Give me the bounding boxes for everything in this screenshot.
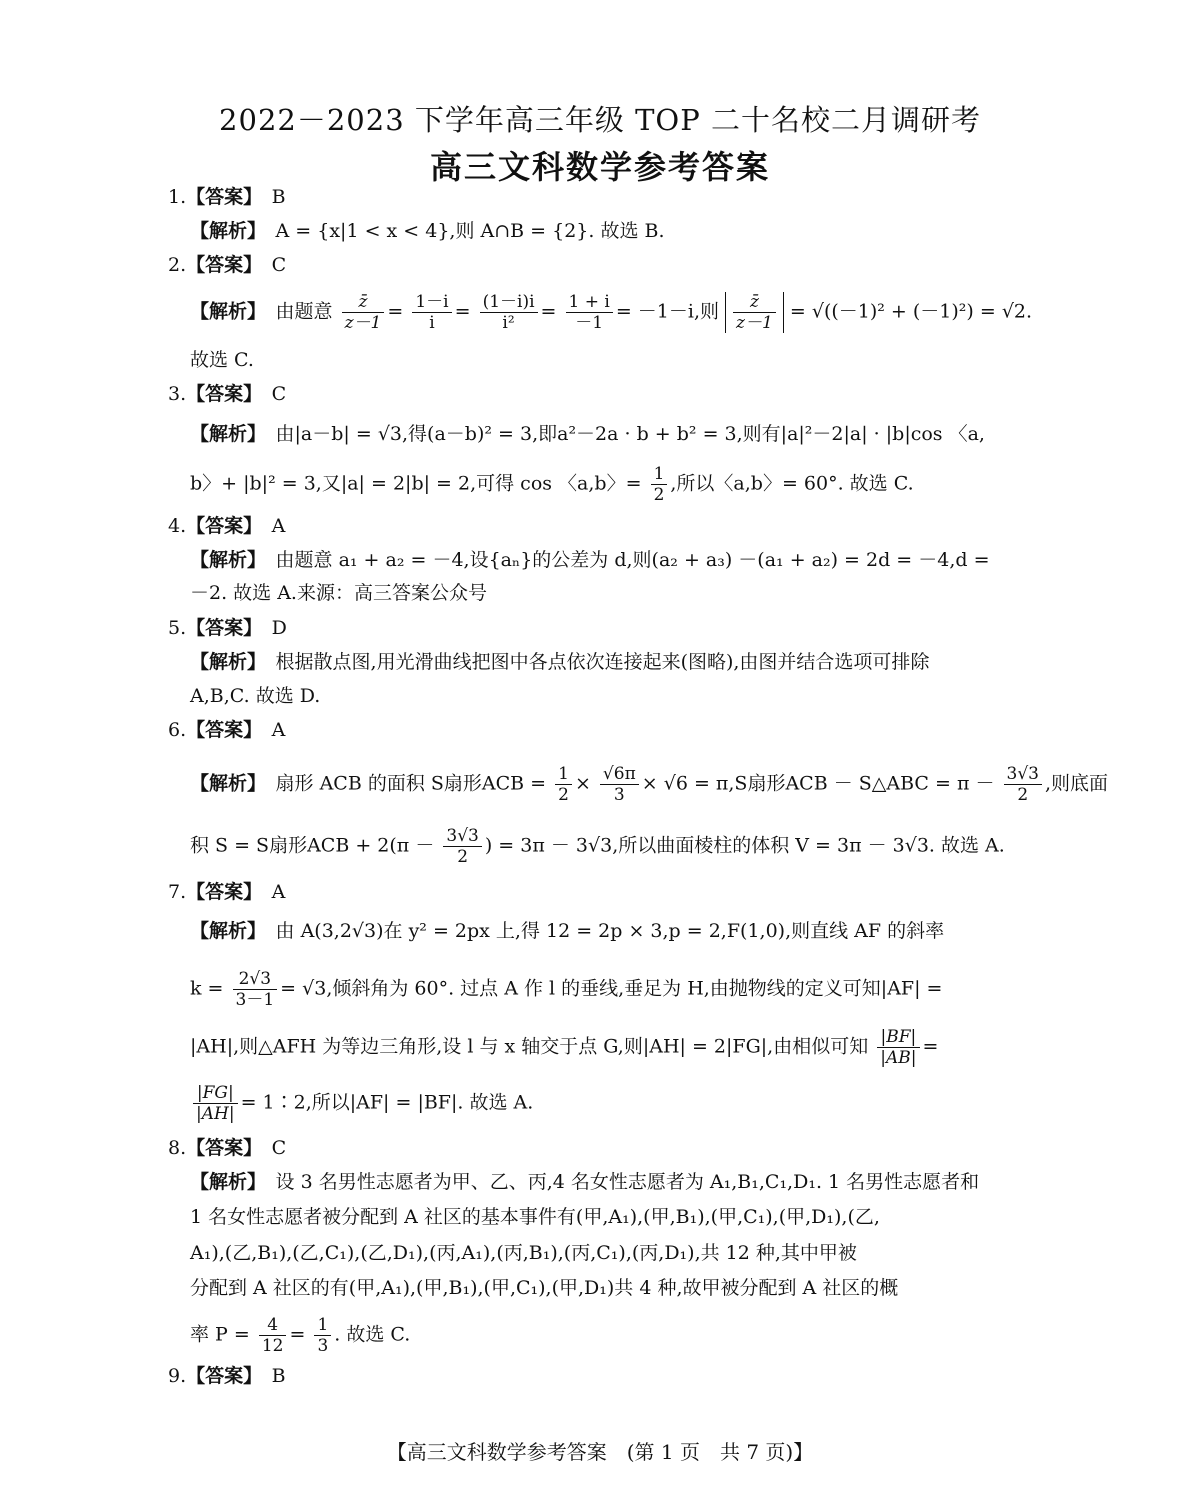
analysis-tag: 【解析】 [190, 1171, 257, 1193]
q5-line2: A,B,C. 故选 D. [190, 685, 321, 707]
analysis-tag: 【解析】 [190, 549, 257, 571]
q7-answer [168, 878, 285, 906]
q9-number: 9. [168, 1365, 187, 1387]
q5-analysis [190, 648, 929, 676]
q2-abs: $\frac{z̄}{z-1}$ [725, 292, 784, 333]
q8-line3: A₁),(乙,B₁),(乙,C₁),(乙,D₁),(丙,A₁),(丙,B₁),(丙,C₁),(丙,D₁),共 12 种,其中甲被 [190, 1242, 857, 1264]
q4-line2: －2. 故选 A.来源：高三答案公众号 [190, 582, 487, 604]
q2-result: = √((－1)² + (－1)²) = √2. [789, 300, 1033, 323]
q8-line4: 分配到 A 社区的有(甲,A₁),(甲,B₁),(甲,C₁),(甲,D₁)共 4 种,故甲被分配到 A 社区的概 [190, 1277, 899, 1299]
q7-fraction-k: $\frac{2√3}{3-1}$ [233, 969, 278, 1010]
q7-answer-value: A [271, 881, 286, 903]
q2-fraction-4: $\frac{1 + i}{-1}$ [566, 292, 613, 333]
q8-fraction-1-3: $\frac{1}{3}$ [314, 1315, 331, 1356]
q7-line4: $\frac{|FG|}{|AH|}$ = 1∶2,所以|AF| = |BF|. 故选 A. [190, 1083, 533, 1124]
q4-line1: 由题意 a₁ + a₂ = －4,设{aₙ}的公差为 d,则(a₂ + a₃) －(a₁ + a₂) = 2d = －4,d = [275, 549, 990, 571]
q6-fraction-half: $\frac{1}{2}$ [555, 764, 572, 805]
q5-answer-value: D [271, 617, 287, 639]
analysis-tag: 【解析】 [190, 920, 257, 942]
q7-line2: k = $\frac{2√3}{3-1}$ = √3,倾斜角为 60°. 过点 A 作 l 的垂线,垂足为 H,由抛物线的定义可知|AF| = [190, 969, 943, 1010]
q9-answer-value: B [271, 1365, 286, 1387]
q6-fraction-sq6pi: $\frac{√6\pi}{3}$ [600, 764, 639, 805]
q1-answer-value: B [271, 186, 286, 208]
q6-line2: 积 S = S扇形ACB + 2(π － $\frac{3√3}{2}$ ) = 3π － 3√3,所以曲面棱柱的体积 V = 3π － 3√3. 故选 A. [190, 826, 1005, 867]
q8-line2: 1 名女性志愿者被分配到 A 社区的基本事件有(甲,A₁),(甲,B₁),(甲,C₁),(甲,D₁),(乙, [190, 1206, 880, 1228]
analysis-tag: 【解析】 [190, 300, 257, 323]
answer-tag: 【答案】 [186, 617, 253, 639]
q8-number: 8. [168, 1137, 187, 1159]
q6-fraction-3sq3: $\frac{3√3}{2}$ [1004, 764, 1042, 805]
q7-analysis [190, 917, 944, 945]
q6-answer [168, 716, 285, 744]
q2-tail: 故选 C. [190, 349, 254, 371]
q4-analysis [190, 546, 990, 574]
page-footer: 【高三文科数学参考答案 (第 1 页 共 7 页)】 [386, 1440, 814, 1464]
q1-analysis [190, 217, 665, 245]
q2-answer [168, 251, 286, 279]
answer-tag: 【答案】 [186, 1365, 253, 1387]
q7-line1: 由 A(3,2√3)在 y² = 2px 上,得 12 = 2p × 3,p = 2,F(1,0),则直线 AF 的斜率 [275, 920, 945, 942]
q8-fraction-4-12: $\frac{4}{12}$ [259, 1315, 287, 1356]
q3-line1: 由|a－b| = √3,得(a－b)² = 3,即a²－2a · b + b² = 3,则有|a|²－2|a| · |b|cos 〈a, [275, 423, 985, 445]
q8-line1: 设 3 名男性志愿者为甲、乙、丙,4 名女性志愿者为 A₁,B₁,C₁,D₁. 1 名男性志愿者和 [275, 1171, 980, 1193]
q5-line1: 根据散点图,用光滑曲线把图中各点依次连接起来(图略),由图并结合选项可排除 [275, 651, 930, 673]
answer-tag: 【答案】 [186, 383, 253, 405]
q8-answer-value: C [271, 1137, 287, 1159]
q7-fraction-fg: $\frac{|FG|}{|AH|}$ [193, 1083, 238, 1124]
page-subtitle: 高三文科数学参考答案 [429, 148, 770, 186]
q9-answer [168, 1362, 286, 1390]
q1-number: 1. [168, 186, 187, 208]
q4-number: 4. [168, 515, 187, 537]
q4-answer-value: A [271, 515, 286, 537]
page-title: 2022－2023 下学年高三年级 TOP 二十名校二月调研考 [219, 103, 981, 137]
answer-tag: 【答案】 [186, 881, 253, 903]
q3-answer [168, 380, 286, 408]
q6-analysis: 【解析】 扇形 ACB 的面积 S扇形ACB = $\frac{1}{2}$ × $\frac{√6\pi}{3}$ × √6 = π,S扇形ACB － S△ABC = π － $\frac{3√3}{2}$ ,则底面 [190, 764, 1109, 805]
q1-analysis-text: A = {x|1 < x < 4},则 A∩B = {2}. 故选 B. [275, 220, 665, 242]
q3-analysis [190, 420, 985, 448]
q2-answer-value: C [271, 254, 287, 276]
q2-analysis: 【解析】 由题意 $\frac{z̄}{z-1}$ = $\frac{1-i}{i}$ = $\frac{(1-i)i}{\text{i²}}$ = $\frac{1 + i}{-1}$ = －1－i,则 $\frac{z̄}{z-1}$ = √((－1)² + (－1)²) = √2. [190, 292, 1033, 333]
q6-fraction-3sq3-b: $\frac{3√3}{2}$ [443, 826, 481, 867]
answer-tag: 【答案】 [186, 515, 253, 537]
analysis-tag: 【解析】 [190, 220, 257, 242]
q8-answer [168, 1134, 286, 1162]
q1-answer [168, 183, 286, 211]
q2-fraction-z: $\frac{z̄}{z-1}$ [342, 292, 385, 333]
q7-line3: |AH|,则△AFH 为等边三角形,设 l 与 x 轴交于点 G,则|AH| = 2|FG|,由相似可知 $\frac{|BF|}{|AB|}$ = [190, 1027, 939, 1068]
q2-fraction-2: $\frac{1-i}{i}$ [412, 292, 451, 333]
q2-rest: = －1－i,则 [615, 300, 719, 323]
answer-tag: 【答案】 [186, 1137, 253, 1159]
q8-line5: 率 P = $\frac{4}{12}$ = $\frac{1}{3}$ . 故选 C. [190, 1315, 411, 1356]
answer-tag: 【答案】 [186, 186, 253, 208]
answer-tag: 【答案】 [186, 719, 253, 741]
q3-line2: b〉+ |b|² = 3,又|a| = 2|b| = 2,可得 cos 〈a,b〉= $\frac{1}{2}$ ,所以〈a,b〉= 60°. 故选 C. [190, 464, 914, 505]
q3-fraction-half: $\frac{1}{2}$ [651, 464, 668, 505]
q2-intro: 由题意 [275, 300, 333, 323]
q3-answer-value: C [271, 383, 287, 405]
q7-fraction-bf: $\frac{|BF|}{|AB|}$ [877, 1027, 919, 1068]
q2-number: 2. [168, 254, 187, 276]
analysis-tag: 【解析】 [190, 651, 257, 673]
q6-answer-value: A [271, 719, 286, 741]
q5-answer [168, 614, 287, 642]
q7-number: 7. [168, 881, 187, 903]
q2-fraction-3: $\frac{(1-i)i}{\text{i²}}$ [480, 292, 538, 333]
q3-number: 3. [168, 383, 187, 405]
q8-analysis [190, 1168, 979, 1196]
q4-answer [168, 512, 285, 540]
answer-tag: 【答案】 [186, 254, 253, 276]
analysis-tag: 【解析】 [190, 423, 257, 445]
q6-number: 6. [168, 719, 187, 741]
analysis-tag: 【解析】 [190, 772, 257, 795]
q5-number: 5. [168, 617, 187, 639]
